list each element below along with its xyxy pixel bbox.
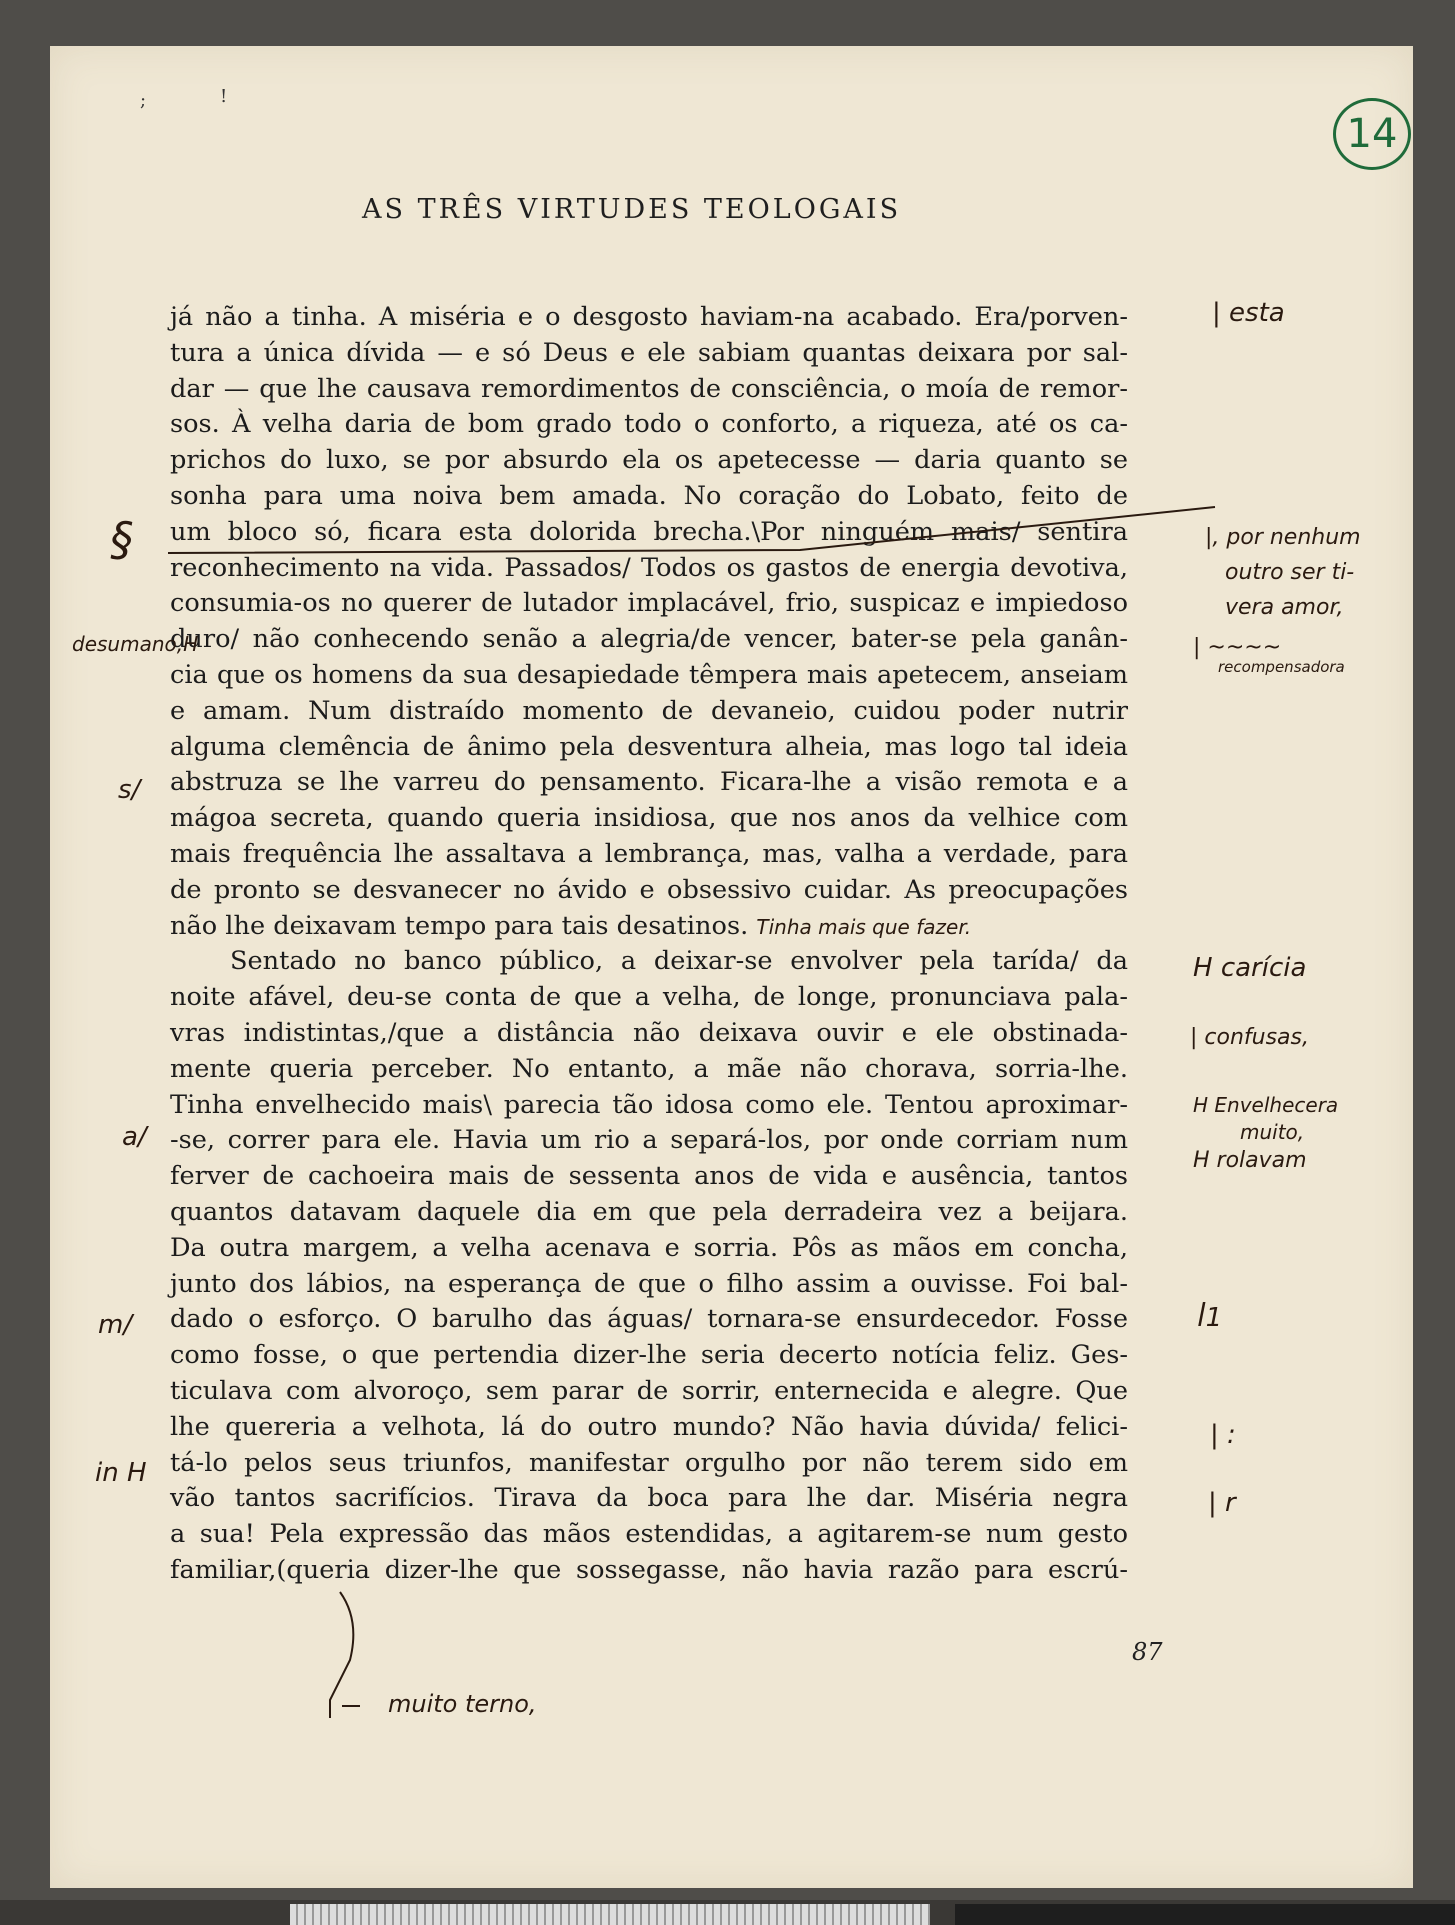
text-line: mente queria perceber. No entanto, a mãe não chorava, sorria-lhe. xyxy=(170,1053,1128,1084)
text-line: de pronto se desvanecer no ávido e obsessivo cuidar. As preocupações xyxy=(170,874,1128,905)
text-line: lhe quereria a velhota, lá do outro mundo? Não havia dúvida/ felici- xyxy=(170,1411,1128,1442)
bottom-insert-note: muito terno, xyxy=(388,1690,537,1718)
margin-note: | r xyxy=(1208,1488,1236,1518)
margin-note: outro ser ti- xyxy=(1225,560,1355,585)
text-line: mais frequência lhe assaltava a lembrança, mas, valha a verdade, para xyxy=(170,838,1128,869)
text-line: tá-lo pelos seus triunfos, manifestar orgulho por não terem sido em xyxy=(170,1447,1128,1478)
margin-note: s/ xyxy=(118,775,141,805)
margin-note: H carícia xyxy=(1193,953,1307,983)
text-line: noite afável, deu-se conta de que a velha, de longe, pronunciava pala- xyxy=(170,982,1128,1013)
section-mark: § xyxy=(110,512,133,566)
margin-note: | esta xyxy=(1212,298,1285,328)
handwritten-insert: Tinha mais que fazer. xyxy=(756,914,972,939)
text-line: quantos datavam daquele dia em que pela derradeira vez a beijara. xyxy=(170,1196,1128,1227)
running-header: AS TRÊS VIRTUDES TEOLOGAIS xyxy=(362,194,902,225)
text-line: dar — que lhe causava remordimentos de consciência, o moía de remor- xyxy=(170,373,1128,404)
margin-note: H rolavam xyxy=(1193,1148,1307,1173)
text-line: Tinha envelhecido mais\ parecia tão idosa como ele. Tentou aproximar- xyxy=(170,1089,1128,1120)
text-line: dado o esforço. O barulho das águas/ tornara-se ensurdecedor. Fosse xyxy=(170,1304,1128,1335)
text-line: a sua! Pela expressão das mãos estendidas, a agitarem-se num gesto xyxy=(170,1519,1128,1550)
text-line: ticulava com alvoroço, sem parar de sorrir, enternecida e alegre. Que xyxy=(170,1375,1128,1406)
margin-note: |, por nenhum xyxy=(1205,525,1361,550)
text-line: cia que os homens da sua desapiedade têmpera mais apetecem, anseiam xyxy=(170,659,1128,690)
text-line: e amam. Num distraído momento de devaneio, cuidou poder nutrir xyxy=(170,695,1128,726)
margin-note: a/ xyxy=(122,1122,147,1152)
folio-number: 14 xyxy=(1333,98,1411,170)
text-line: reconhecimento na vida. Passados/ Todos os gastos de energia devotiva, xyxy=(170,552,1128,583)
margin-note: muito, xyxy=(1240,1120,1305,1144)
text-line: mágoa secreta, quando queria insidiosa, que nos anos da velhice com xyxy=(170,803,1128,834)
color-scale-block xyxy=(955,1904,1455,1925)
text-line: abstruza se lhe varreu do pensamento. Ficara-lhe a visão remota e a xyxy=(170,767,1128,798)
margin-note: m/ xyxy=(98,1310,133,1340)
insertion-line xyxy=(168,507,1215,553)
text-line: vras indistintas,/que a distância não deixava ouvir e ele obstinada- xyxy=(170,1017,1128,1048)
margin-note: in H xyxy=(95,1458,147,1488)
text-line: como fosse, o que pertendia dizer-lhe seria decerto notícia feliz. Ges- xyxy=(170,1340,1128,1371)
margin-note: | confusas, xyxy=(1190,1025,1309,1050)
text-line: duro/ não conhecendo senão a alegria/de vencer, bater-se pela ganân- xyxy=(170,624,1128,655)
margin-note: ꟾ1 xyxy=(1198,1303,1223,1333)
color-scale-bar xyxy=(290,1904,930,1925)
text-line: um bloco só, ficara esta dolorida brecha.\Por ninguém mais/ sentira xyxy=(170,516,1128,547)
corner-mark: ! xyxy=(220,86,228,107)
insertion-bracket xyxy=(330,1592,353,1718)
page-number: 87 xyxy=(1132,1638,1163,1666)
margin-note: | ~~~~ xyxy=(1193,635,1282,660)
corner-mark: ; xyxy=(140,90,147,111)
margin-note: H Envelhecera xyxy=(1193,1093,1339,1117)
text-line: consumia-os no querer de lutador implacável, frio, suspicaz e impiedoso xyxy=(170,588,1128,619)
margin-note: desumano,H xyxy=(72,632,199,656)
margin-note: recompensadora xyxy=(1218,658,1345,676)
text-line: Sentado no banco público, a deixar-se envolver pela tarída/ da xyxy=(230,946,1128,977)
text-line: junto dos lábios, na esperança de que o filho assim a ouvisse. Foi bal- xyxy=(170,1268,1128,1299)
text-line: sonha para uma noiva bem amada. No coração do Lobato, feito de xyxy=(170,480,1128,511)
text-line: tura a única dívida — e só Deus e ele sabiam quantas deixara por sal- xyxy=(170,337,1128,368)
text-line: Da outra margem, a velha acenava e sorria. Pôs as mãos em concha, xyxy=(170,1232,1128,1263)
text-line: alguma clemência de ânimo pela desventura alheia, mas logo tal ideia xyxy=(170,731,1128,762)
text-line: sos. À velha daria de bom grado todo o conforto, a riqueza, até os ca- xyxy=(170,409,1128,440)
text-line: familiar,(queria dizer-lhe que sossegasse, não havia razão para escrú- xyxy=(170,1554,1128,1585)
margin-note: | : xyxy=(1210,1420,1236,1450)
text-line: ferver de cachoeira mais de sessenta anos de vida e ausência, tantos xyxy=(170,1161,1128,1192)
text-line: não lhe deixavam tempo para tais desatinos. xyxy=(170,910,749,941)
text-line: prichos do luxo, se por absurdo ela os apetecesse — daria quanto se xyxy=(170,445,1128,476)
text-line: já não a tinha. A miséria e o desgosto haviam-na acabado. Era/porven- xyxy=(170,302,1128,332)
margin-note: vera amor, xyxy=(1225,595,1344,620)
text-line: vão tantos sacrifícios. Tirava da boca para lhe dar. Miséria negra xyxy=(170,1483,1128,1514)
text-line: -se, correr para ele. Havia um rio a separá-los, por onde corriam num xyxy=(170,1125,1128,1156)
